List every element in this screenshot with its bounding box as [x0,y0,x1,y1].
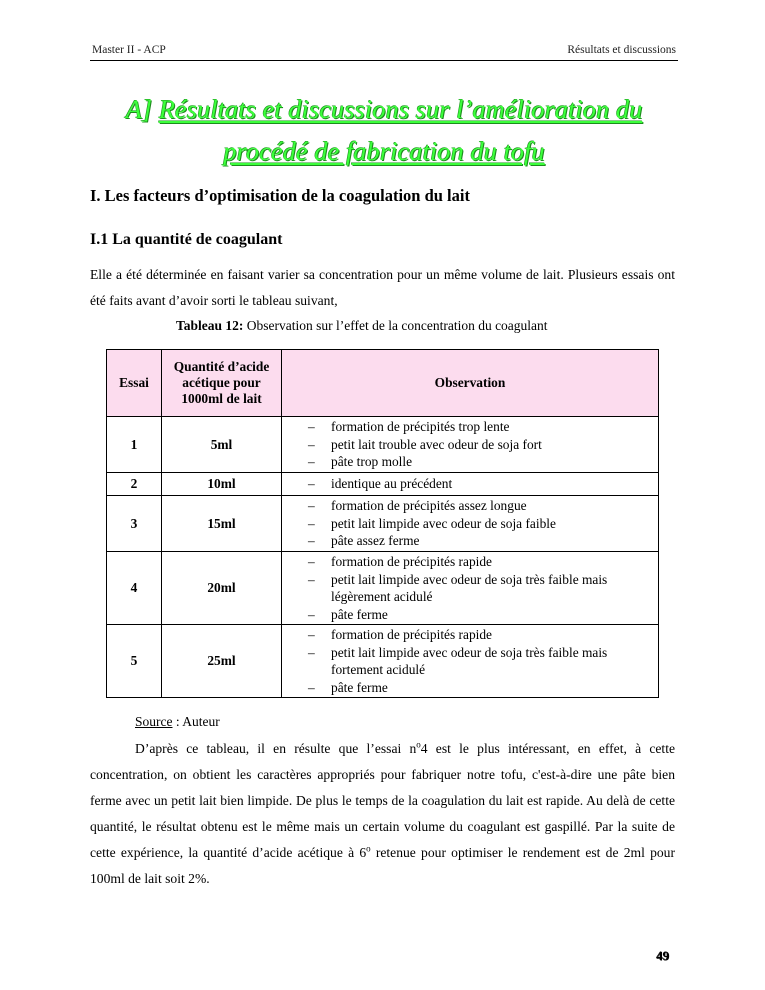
conclusion-part2: 4 est le plus intéressant, en effet, à cette concentration, on obtient les caractères appropriés pour fabriquer notre tofu, c'est-à-dire une pâte bien ferme avec un petit lait bien limpide. De plus le temps de la coagulation du lait est rapide. Au delà de cette quantité, le résultat obtenu est le même mais un certain volume du coagulant est gaspillé. Par la suite de cette expérience, la quantité d’acide acétique à 6 [90,741,676,860]
quantite-cell: 20ml [162,552,282,625]
observation-item: – identique au précédent [308,475,654,493]
source-label: Source [135,714,173,729]
observation-item: – pâte ferme [308,679,654,697]
table-caption [176,318,548,334]
essai-cell: 1 [107,417,162,473]
observation-item: – formation de précipités rapide [308,553,654,571]
observation-item: – petit lait trouble avec odeur de soja fort [308,436,654,454]
table-row [107,552,659,625]
table-source [135,714,220,730]
essai-cell: 5 [107,625,162,698]
observation-item: – petit lait limpide avec odeur de soja faible [308,515,654,533]
caption-text: Observation sur l’effet de la concentration du coagulant [243,318,548,333]
degree-superscript: o [366,843,371,854]
quantite-cell: 15ml [162,496,282,552]
observation-item: – formation de précipités rapide [308,626,654,644]
header-course: Master II - ACP [92,44,166,56]
intro-paragraph: Elle a été déterminée en faisant varier sa concentration pour un même volume de lait. Plusieurs essais ont été faits avant d’avoir sorti le tableau suivant, [90,267,675,308]
quantite-cell: 25ml [162,625,282,698]
page-header [90,44,678,61]
header-observation: Observation [282,350,659,417]
chapter-title [90,88,678,172]
header-chapter: Résultats et discussions [567,44,676,56]
table-row [107,625,659,698]
conclusion-part1: D’après ce tableau, il en résulte que l’essai n [135,741,417,756]
ordinal-superscript: o [416,739,421,750]
header-essai: Essai [107,350,162,417]
observation-cell [282,625,659,698]
observation-table [106,349,659,698]
title-prefix: A] [125,94,159,124]
observation-cell [282,552,659,625]
observation-item: – pâte trop molle [308,453,654,471]
quantite-cell: 5ml [162,417,282,473]
source-text: : Auteur [172,714,220,729]
essai-cell: 2 [107,473,162,496]
essai-cell: 4 [107,552,162,625]
observation-item: – petit lait limpide avec odeur de soja très faible mais légèrement acidulé [308,571,654,606]
table-row [107,496,659,552]
observation-cell [282,496,659,552]
observation-cell [282,473,659,496]
title-line2: procédé de fabrication du tofu [223,136,545,166]
section-heading: I. Les facteurs d’optimisation de la coagulation du lait [90,186,470,205]
observation-item: – petit lait limpide avec odeur de soja très faible mais fortement acidulé [308,644,654,679]
essai-cell: 3 [107,496,162,552]
observation-item: – pâte ferme [308,606,654,624]
observation-item: – pâte assez ferme [308,532,654,550]
conclusion-part3: retenue pour optimiser le rendement est de 2ml pour 100ml de lait soit 2%. [90,845,675,886]
title-line1: Résultats et discussions sur l’amélioration du [158,94,643,124]
conclusion-paragraph [90,736,675,892]
table-row [107,473,659,496]
observation-cell [282,417,659,473]
caption-label: Tableau 12: [176,318,244,333]
table-row [107,417,659,473]
header-quantite: Quantité d’acide acétique pour 1000ml de lait [162,350,282,417]
observation-item: – formation de précipités assez longue [308,497,654,515]
observation-item: – formation de précipités trop lente [308,418,654,436]
quantite-cell: 10ml [162,473,282,496]
subsection-heading: I.1 La quantité de coagulant [90,231,283,248]
table-header-row [107,350,659,417]
page-number: 49 [656,948,669,963]
